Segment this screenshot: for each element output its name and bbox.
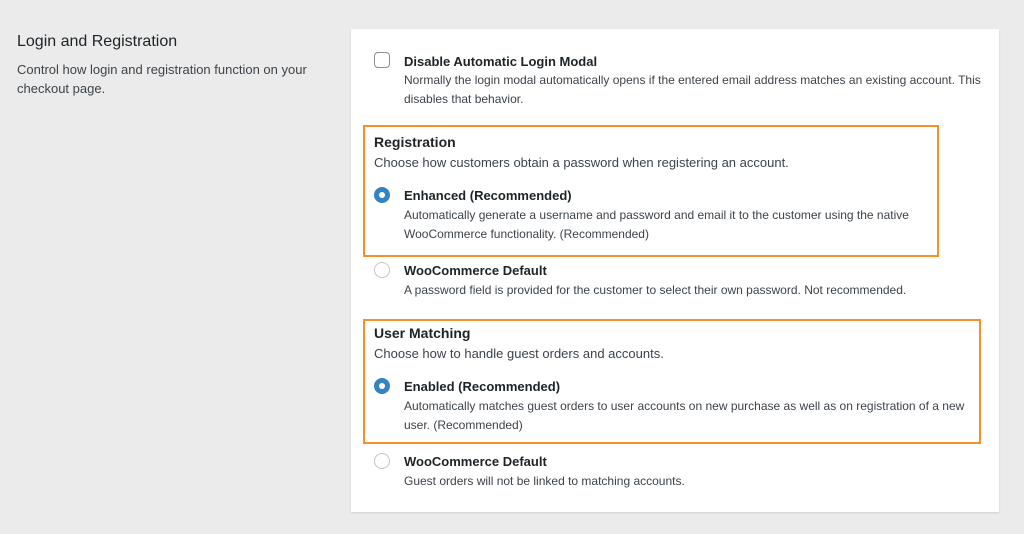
user-matching-default-help: Guest orders will not be linked to matching accounts. — [404, 474, 685, 488]
registration-enhanced-radio[interactable] — [374, 187, 390, 203]
registration-default-help: A password field is provided for the customer to select their own password. Not recommended. — [404, 283, 907, 297]
user-matching-enabled-label[interactable]: Enabled (Recommended) — [404, 379, 561, 394]
registration-default-label[interactable]: WooCommerce Default — [404, 263, 547, 278]
section-description: Control how login and registration function on your checkout page. — [17, 62, 307, 96]
registration-default-radio[interactable] — [374, 262, 390, 278]
disable-login-modal-checkbox[interactable] — [374, 52, 390, 68]
disable-login-modal-label[interactable]: Disable Automatic Login Modal — [404, 54, 598, 69]
user-matching-default-radio[interactable] — [374, 453, 390, 469]
user-matching-enabled-radio[interactable] — [374, 378, 390, 394]
section-title: Login and Registration — [17, 33, 178, 50]
user-matching-enabled-help: Automatically matches guest orders to user accounts on new purchase as well as on registration of a new user. (Recommended) — [404, 399, 965, 432]
registration-title: Registration — [374, 134, 456, 150]
registration-enhanced-help: Automatically generate a username and password and email it to the customer using the native WooCommerce functionality. (Recommended) — [404, 208, 909, 241]
registration-enhanced-label[interactable]: Enhanced (Recommended) — [404, 188, 572, 203]
settings-panel — [351, 29, 999, 512]
user-matching-description: Choose how to handle guest orders and accounts. — [374, 346, 664, 361]
registration-description: Choose how customers obtain a password when registering an account. — [374, 155, 789, 170]
section-intro — [17, 32, 327, 98]
user-matching-title: User Matching — [374, 325, 471, 341]
user-matching-default-label[interactable]: WooCommerce Default — [404, 454, 547, 469]
disable-login-modal-help: Normally the login modal automatically opens if the entered email address matches an existing account. This disables that behavior. — [404, 73, 981, 106]
